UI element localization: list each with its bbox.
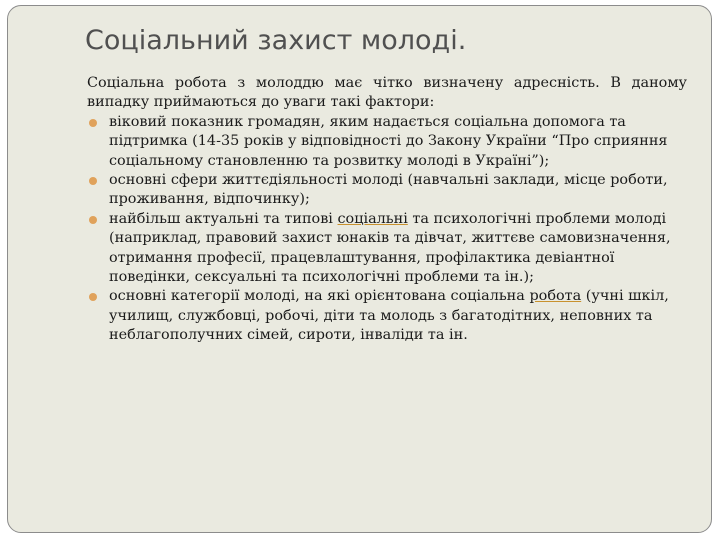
bullet-text: віковий показник громадян, яким надається соціальна допомога та підтримка (14-35 років у відповідності до Закону України “Про сприяння соціальному становленню та розвитку молоді в Україні”); [109, 113, 668, 169]
bullet-item-problems [87, 210, 687, 288]
bullet-text-before: основні категорії молоді, на які орієнтована соціальна [109, 288, 530, 305]
bullet-dot-icon [89, 177, 97, 185]
bullet-dot-icon [89, 119, 97, 127]
slide [7, 5, 712, 533]
link-work[interactable]: робота [529, 288, 582, 305]
slide-body [87, 74, 687, 346]
bullet-text-before: найбільш актуальні та типові [109, 210, 338, 227]
bullet-item-spheres [87, 171, 687, 210]
bullet-item-categories [87, 287, 687, 345]
bullet-text: основні сфери життєдіяльності молоді (навчальні заклади, місце роботи, проживання, відпочинку); [109, 172, 668, 208]
bullet-item-age [87, 113, 687, 171]
bullet-list [87, 113, 687, 346]
link-social[interactable]: соціальні [337, 210, 408, 227]
slide-title: Соціальний захист молоді. [85, 25, 467, 56]
bullet-text-after: та психологічні проблеми молоді (наприклад, правовий захист юнаків та дівчат, життєве самовизначення, отримання професії, працевлаштування, профілактика девіантної поведінки, сексуальні та психологічні проблеми та ін.); [109, 210, 671, 286]
bullet-dot-icon [89, 216, 97, 224]
bullet-dot-icon [89, 293, 97, 301]
intro-paragraph: Соціальна робота з молоддю має чітко визначену адресність. В даному випадку приймаються до уваги такі фактори: [87, 75, 687, 111]
bullet-text-after: (учні шкіл, училищ, службовці, робочі, діти та молодь з багатодітних, неповних та неблагополучних сімей, сироти, інваліди та ін. [109, 288, 669, 344]
